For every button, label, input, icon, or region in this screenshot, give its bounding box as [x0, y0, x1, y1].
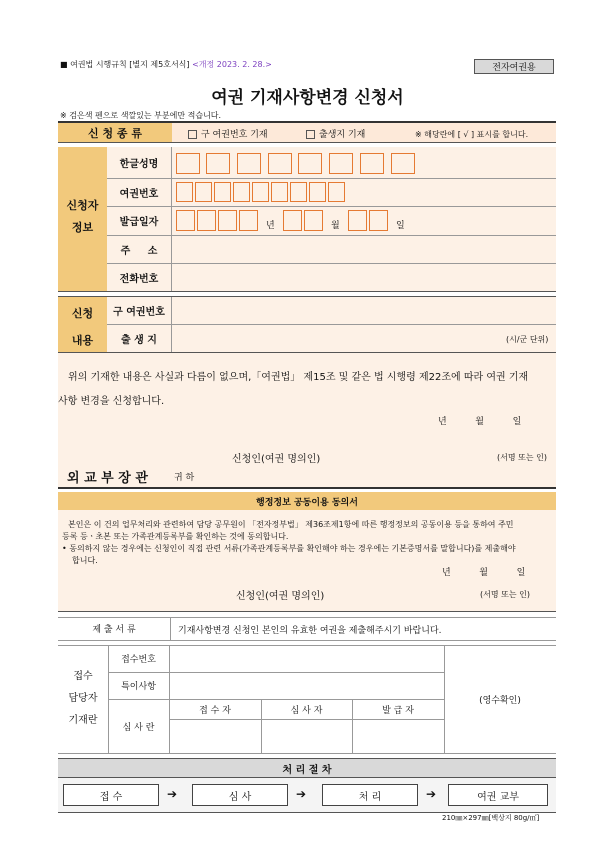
step-review: 심 사 [192, 784, 288, 806]
applicant-section-label: 신청자 정보 [66, 199, 99, 234]
day-digit-box[interactable] [348, 210, 367, 231]
step-issue: 여권 교부 [448, 784, 548, 806]
receiver-column: 접 수 자 [199, 705, 231, 716]
old-passport-label: 구 여권번호 [113, 307, 165, 318]
year-unit: 년 [266, 221, 275, 231]
birthplace-field[interactable] [176, 328, 496, 349]
passport-digit-box[interactable] [195, 182, 212, 202]
month-digit-box[interactable] [304, 210, 323, 231]
declaration-line-2: 사항 변경을 신청합니다. [58, 396, 165, 407]
e-passport-badge: 전자여권용 [474, 59, 554, 74]
paper-spec: 210㎜×297㎜[백상지 80g/㎡] [442, 814, 540, 822]
checkbox-icon[interactable] [188, 130, 197, 139]
name-char-box[interactable] [268, 153, 292, 174]
option-old-passport[interactable]: 구 여권번호 기재 [188, 127, 268, 140]
consent-text-3: • 동의하지 않는 경우에는 신청인이 직접 관련 서류(가족관계등록부를 확인해야 하는 경우에는 기본증명서를 말합니다)를 제출해야 [62, 544, 516, 553]
documents-label: 제 출 서 류 [92, 625, 136, 635]
passport-digit-box[interactable] [271, 182, 288, 202]
address-label: 주 소 [120, 245, 158, 257]
month-unit: 월 [331, 221, 340, 231]
instruction-note: ※ 검은색 펜으로 색깔있는 부분에만 적습니다. [60, 111, 222, 120]
passport-digit-box[interactable] [309, 182, 326, 202]
consent-text-1: 본인은 이 건의 업무처리와 관련하여 담당 공무원이 「전자정부법」 제36조제1항에 따른 행정정보의 공동이용 등을 통하여 주민 [68, 520, 514, 529]
fee-confirmation: (영수확인) [479, 695, 521, 706]
year-digit-box[interactable] [239, 210, 258, 231]
name-char-box[interactable] [360, 153, 384, 174]
declaration-line-1: 위의 기재한 내용은 사실과 다름이 없으며,「여권법」 제15조 및 같은 법 시행령 제22조에 따라 여권 기재 [68, 372, 529, 383]
name-char-box[interactable] [298, 153, 322, 174]
step-receipt: 접 수 [63, 784, 159, 806]
consent-signer: 신청인(여권 명의인) [236, 591, 325, 602]
passport-digit-box[interactable] [214, 182, 231, 202]
passport-digit-box[interactable] [233, 182, 250, 202]
name-char-box[interactable] [206, 153, 230, 174]
passport-number-label: 여권번호 [119, 188, 159, 200]
consent-date: 년 월 일 [442, 568, 526, 578]
declaration-date: 년 월 일 [438, 417, 522, 427]
name-char-box[interactable] [176, 153, 200, 174]
old-passport-field[interactable] [176, 300, 551, 321]
month-digit-box[interactable] [283, 210, 302, 231]
receipt-number-label: 접수번호 [121, 655, 156, 665]
content-section-label: 신청 내용 [71, 307, 94, 347]
day-unit: 일 [396, 221, 405, 231]
arrow-right-icon: ➔ [426, 787, 437, 801]
review-label: 심 사 란 [122, 722, 155, 733]
year-digit-box[interactable] [197, 210, 216, 231]
passport-digit-box[interactable] [328, 182, 345, 202]
arrow-right-icon: ➔ [167, 787, 178, 801]
name-char-box[interactable] [237, 153, 261, 174]
documents-text: 기재사항변경 신청인 본인의 유효한 여권을 제출해주시기 바랍니다. [178, 626, 442, 636]
staff-section-label: 접수 담당자 기재란 [68, 671, 98, 726]
korean-name-label: 한글성명 [119, 159, 159, 170]
passport-digit-box[interactable] [252, 182, 269, 202]
revision-text: <개정 2023. 2. 28.> [192, 60, 272, 69]
passport-digit-box[interactable] [176, 182, 193, 202]
birthplace-label: 출 생 지 [121, 334, 157, 346]
addressee: 외 교 부 장 관 [67, 471, 148, 486]
phone-field[interactable] [176, 267, 551, 287]
declaration-sign-note: (서명 또는 인) [497, 453, 547, 462]
remarks-label: 특이사항 [121, 682, 156, 692]
issue-date-label: 발급일자 [119, 217, 159, 228]
application-type-label: 신 청 종 류 [58, 123, 172, 142]
passport-digit-box[interactable] [290, 182, 307, 202]
year-digit-box[interactable] [176, 210, 195, 231]
consent-title: 행정정보 공동이용 동의서 [58, 492, 556, 510]
year-digit-box[interactable] [218, 210, 237, 231]
name-char-box[interactable] [329, 153, 353, 174]
regulation-text: ■ 여권법 시행규칙 [별지 제5호서식] <개정 2023. 2. 28.> [60, 60, 272, 69]
arrow-right-icon: ➔ [296, 787, 307, 801]
unit-note: (시/군 단위) [506, 335, 549, 344]
option-birthplace[interactable]: 출생지 기재 [306, 127, 365, 140]
procedure-title: 처 리 절 차 [58, 758, 556, 778]
consent-text-4: 합니다. [72, 556, 98, 565]
form-title: 여권 기재사항변경 신청서 [211, 88, 404, 108]
declaration-signer: 신청인(여권 명의인) [232, 454, 321, 465]
phone-label: 전화번호 [119, 273, 159, 285]
reviewer-column: 심 사 자 [290, 705, 323, 716]
consent-sign-note: (서명 또는 인) [480, 590, 530, 599]
addressee-suffix: 귀 하 [174, 473, 195, 483]
day-digit-box[interactable] [369, 210, 388, 231]
issuer-column: 발 급 자 [382, 705, 414, 716]
checkbox-icon[interactable] [306, 130, 315, 139]
step-process: 처 리 [322, 784, 418, 806]
name-char-box[interactable] [391, 153, 415, 174]
consent-text-2: 등록 등ㆍ초본 또는 가족관계등록부를 확인하는 것에 동의합니다. [62, 532, 289, 541]
type-hint: ※ 해당란에 [ √ ] 표시를 합니다. [415, 130, 529, 139]
address-field[interactable] [176, 239, 551, 259]
